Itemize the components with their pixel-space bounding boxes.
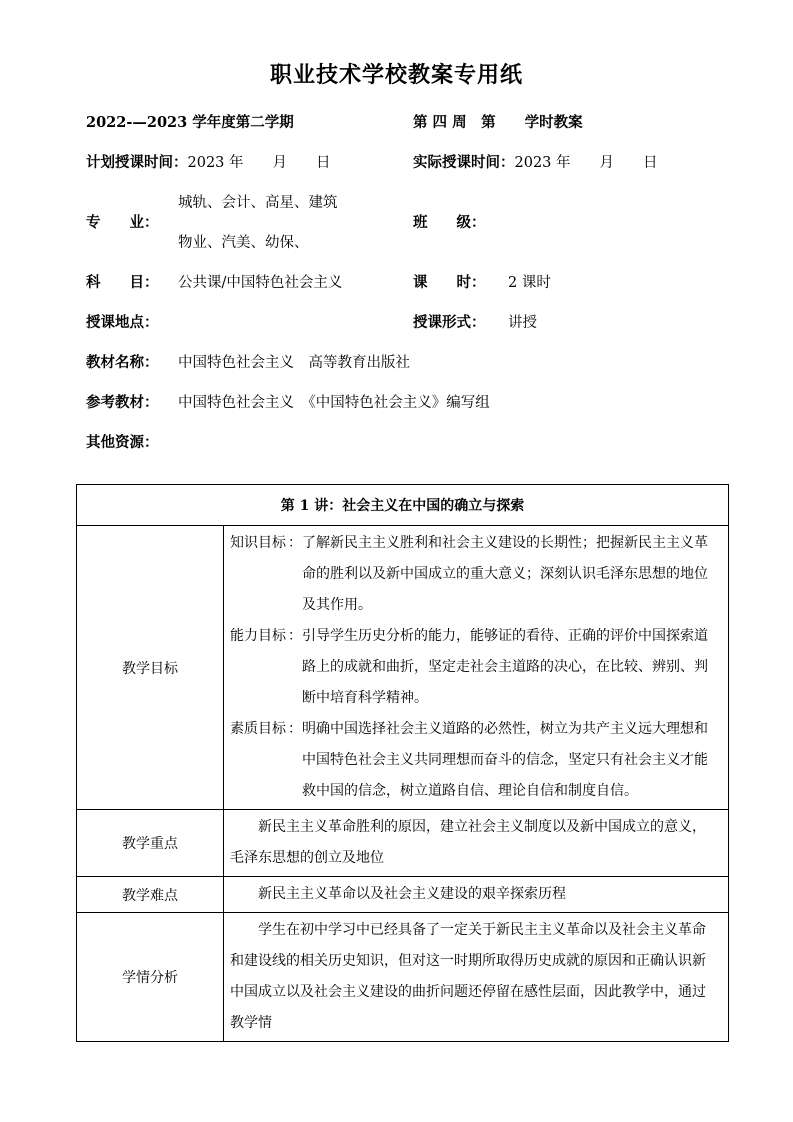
subject-label: 科 目：: [86, 274, 159, 291]
difficulties-label: 教学难点: [77, 877, 224, 913]
form-value: 讲授: [508, 315, 537, 331]
knowledge-goal-label: 知识目标: [230, 535, 286, 551]
key-points-row: [77, 810, 729, 877]
plan-time-label: 计划授课时间：: [86, 154, 188, 171]
goals-content: [224, 526, 729, 810]
reference-value: 中国特色社会主义 《中国特色社会主义》编写组: [178, 395, 490, 411]
textbook-value: 中国特色社会主义 高等教育出版社: [178, 355, 410, 371]
ability-goal-label: 能力目标: [230, 628, 286, 644]
lesson-plan-table: [76, 484, 729, 1042]
major-label: 专 业：: [86, 214, 159, 231]
class-label: 班 级：: [413, 214, 486, 231]
semester: 2022-—2023 学年度第二学期: [86, 114, 294, 131]
ability-goal: 能力目标 ： 引导学生历史分析的能力，能够证的看待、正确的评价中国探索道路上的成就和曲折，坚定走社会主道路的决心，在比较、辨别、判断中培育科学精神。: [230, 621, 718, 714]
plan-time: [86, 153, 331, 173]
reference-label: 参考教材：: [86, 394, 159, 411]
major-line-1: 城轨、会计、高星、建筑: [178, 195, 338, 211]
plan-time-value: 2023 年 月 日: [187, 155, 331, 171]
week-label: 第 四 周 第 学时教案: [413, 114, 583, 131]
quality-goal-text: 明确中国选择社会主义道路的必然性，树立为共产主义远大理想和中国特色社会主义共同理想而奋斗的信念，坚定只有社会主义才能救中国的信念，树立道路自信、理论自信和制度自信。: [302, 721, 708, 799]
table-heading-row: [77, 485, 729, 526]
quality-goal: 素质目标 ： 明确中国选择社会主义道路的必然性，树立为共产主义远大理想和中国特色社会主义共同理想而奋斗的信念，坚定只有社会主义才能救中国的信念，树立道路自信、理论自信和制度自信。: [230, 714, 718, 807]
location-label: 授课地点：: [86, 314, 159, 331]
page-title: 职业技术学校教案专用纸: [269, 62, 523, 88]
textbook-label: 教材名称：: [86, 354, 159, 371]
other-resources-label: 其他资源：: [86, 434, 159, 451]
hours-label: 课 时：: [413, 274, 486, 291]
lecture-heading: 第 1 讲：社会主义在中国的确立与探索: [77, 485, 729, 526]
key-points-label: 教学重点: [77, 810, 224, 877]
difficulties-row: [77, 877, 729, 913]
hours-value: 2 课时: [508, 275, 551, 291]
analysis-label: 学情分析: [77, 913, 224, 1042]
goals-label: 教学目标: [77, 526, 224, 810]
subject-value: 公共课/中国特色社会主义: [178, 275, 343, 291]
difficulties-text: 新民主主义革命以及社会主义建设的艰辛探索历程: [224, 877, 729, 913]
actual-time: [413, 153, 658, 173]
knowledge-goal-text: 了解新民主主义胜利和社会主义建设的长期性；把握新民主主义革命的胜利以及新中国成立的重大意义；深刻认识毛泽东思想的地位及其作用。: [302, 535, 708, 613]
major-line-2: 物业、汽美、幼保、: [178, 235, 309, 251]
form-label: 授课形式：: [413, 314, 486, 331]
knowledge-goal: 知识目标 ： 了解新民主主义胜利和社会主义建设的长期性；把握新民主主义革命的胜利以及新中国成立的重大意义；深刻认识毛泽东思想的地位及其作用。: [230, 528, 718, 621]
goals-row: [77, 526, 729, 810]
quality-goal-label: 素质目标: [230, 721, 286, 737]
actual-time-label: 实际授课时间：: [413, 154, 515, 171]
ability-goal-text: 引导学生历史分析的能力，能够证的看待、正确的评价中国探索道路上的成就和曲折，坚定走社会主道路的决心，在比较、辨别、判断中培育科学精神。: [302, 628, 708, 706]
analysis-text: 学生在初中学习中已经具备了一定关于新民主主义革命以及社会主义革命和建设线的相关历史知识，但对这一时期所取得历史成就的原因和正确认识新中国成立以及社会主义建设的曲折问题还停留在感性层面，因此教学中，通过教学情: [224, 913, 729, 1042]
analysis-row: [77, 913, 729, 1042]
key-points-text: 新民主主义革命胜利的原因，建立社会主义制度以及新中国成立的意义，毛泽东思想的创立及地位: [224, 810, 729, 877]
actual-time-value: 2023 年 月 日: [514, 155, 658, 171]
